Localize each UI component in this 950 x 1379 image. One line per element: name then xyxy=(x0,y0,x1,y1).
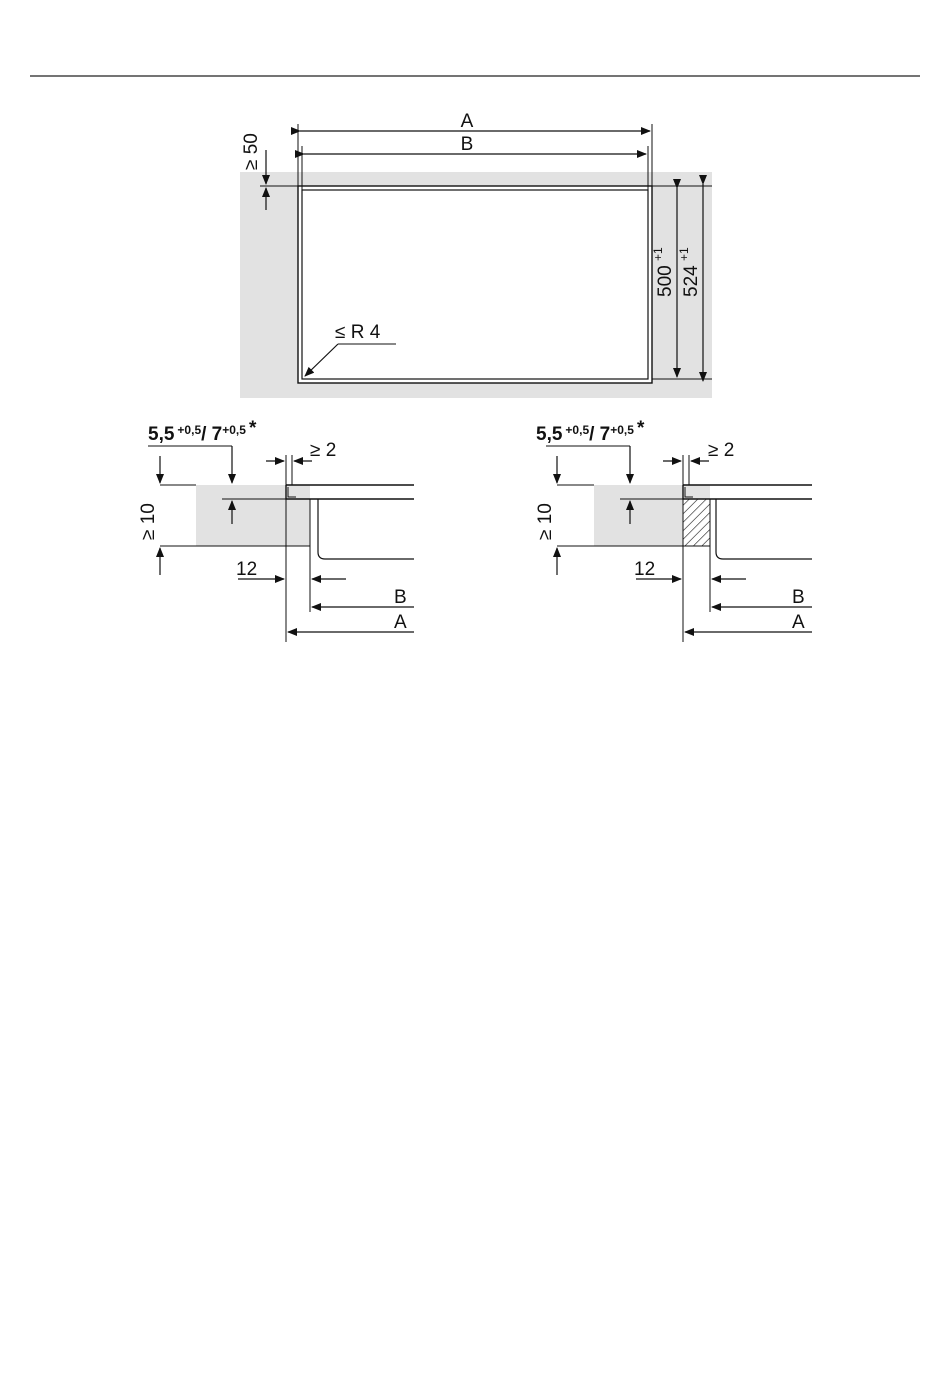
section-detail-left xyxy=(138,418,414,642)
dim-label-b-right: B xyxy=(792,587,805,608)
section-detail-right xyxy=(535,418,812,642)
dim-label-b: B xyxy=(460,134,474,155)
dim-label-a-left: A xyxy=(394,612,407,633)
depth-asterisk-right: * xyxy=(636,418,645,439)
gap-label: ≥ 2 xyxy=(310,440,337,461)
depth-tolerance-1-right: +0,5 xyxy=(565,423,590,437)
min-10-label-right: ≥ 10 xyxy=(535,503,556,540)
depth-separator: / 7 xyxy=(201,424,223,445)
depth-tolerance-2: +0,5 xyxy=(222,423,246,437)
hatched-strip xyxy=(683,499,710,546)
depth-tolerance-1: +0,5 xyxy=(177,423,202,437)
depth-main-label: 5,5 xyxy=(148,424,175,445)
cutout-top-view xyxy=(240,111,712,398)
height-500-tolerance: +1 xyxy=(651,247,665,261)
min-10-label: ≥ 10 xyxy=(138,503,159,540)
depth-main-label-right: 5,5 xyxy=(536,424,563,445)
overlap-12-label: 12 xyxy=(236,559,258,580)
hob-body-right xyxy=(716,499,812,559)
height-524-tolerance: +1 xyxy=(677,247,691,261)
cutout-outer-edge xyxy=(298,186,652,383)
hob-body xyxy=(318,499,414,559)
height-500-label: 500 xyxy=(655,265,676,297)
depth-asterisk: * xyxy=(248,418,257,439)
svg-text:5,5+0,5/ 7+0,5* xyxy=(148,418,257,445)
radius-label: ≤ R 4 xyxy=(335,322,381,343)
overlap-12-label-right: 12 xyxy=(634,559,656,580)
dim-label-a-right: A xyxy=(792,612,805,633)
svg-text:5,5+0,5/ 7+0,5* xyxy=(536,418,645,445)
dim-label-a: A xyxy=(460,111,474,132)
dim-label-b-left: B xyxy=(394,587,407,608)
depth-separator-right: / 7 xyxy=(589,424,611,445)
worktop-section xyxy=(196,485,310,546)
height-524-label: 524 xyxy=(681,265,702,297)
gap-label-right: ≥ 2 xyxy=(708,440,735,461)
depth-tolerance-2-right: +0,5 xyxy=(610,423,634,437)
min-50-label: ≥ 50 xyxy=(241,133,262,170)
